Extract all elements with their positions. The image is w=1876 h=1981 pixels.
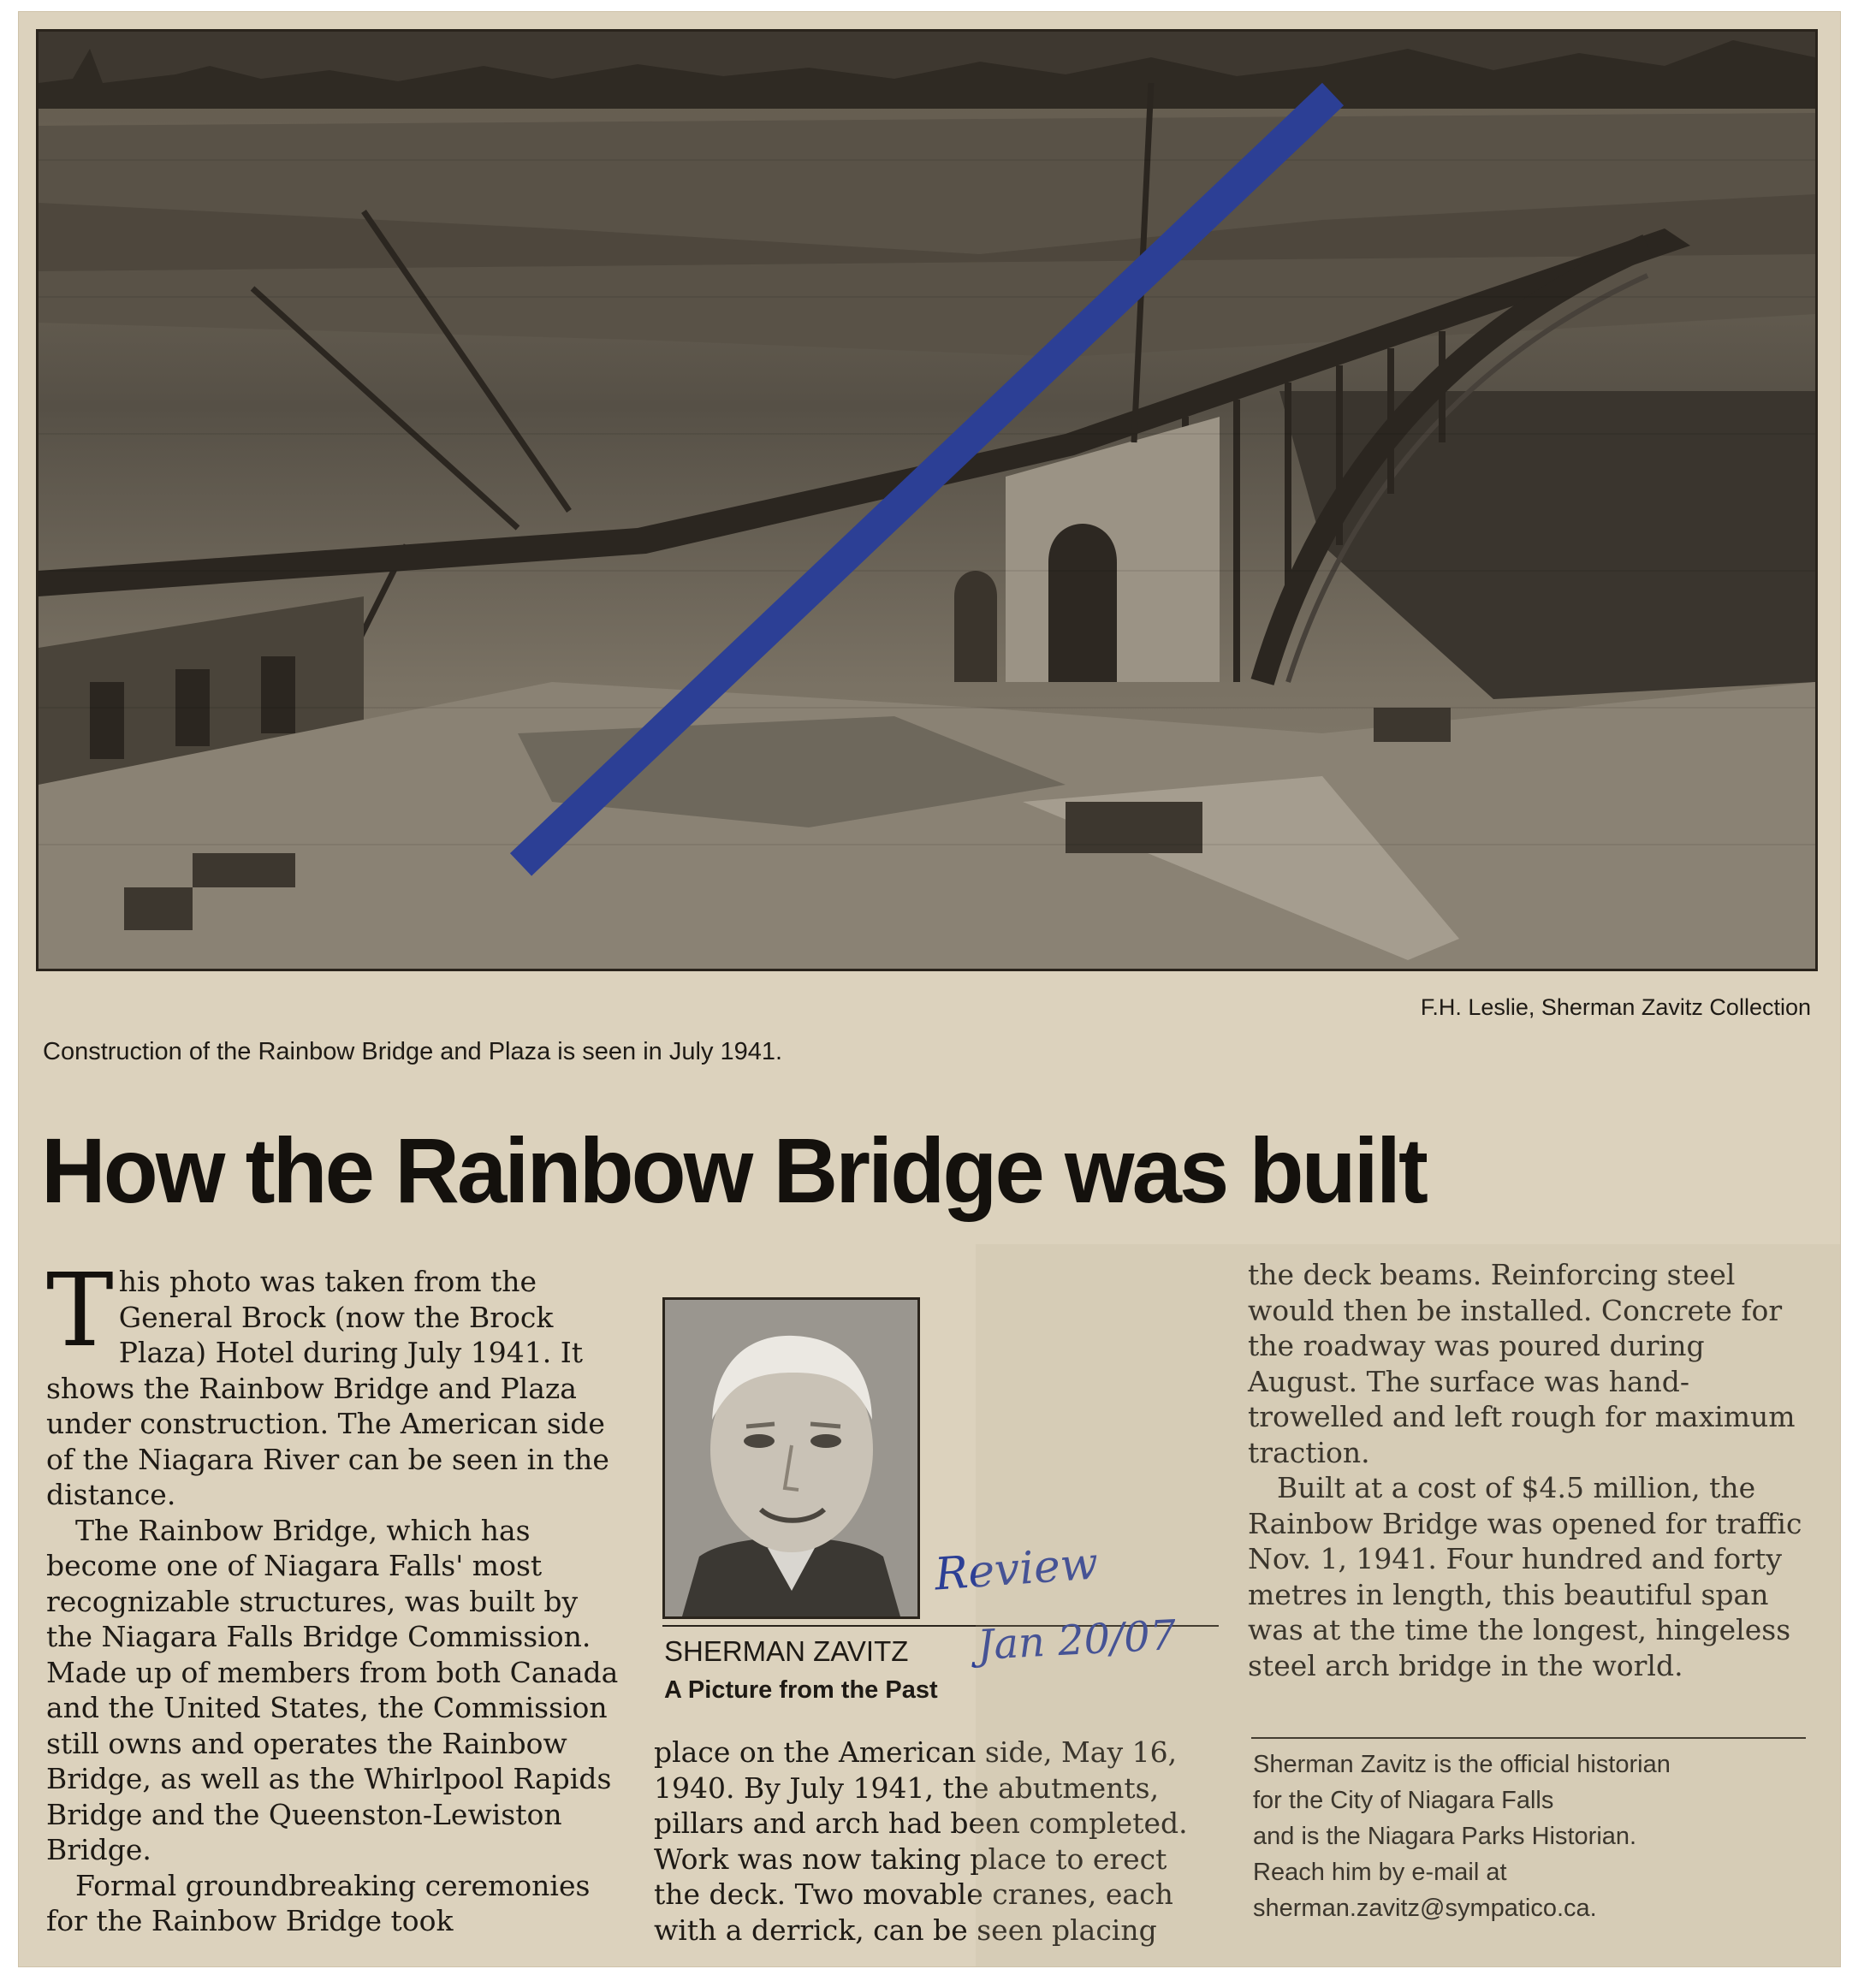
- paragraph: This photo was taken from the General Brock (now the Brock Plaza) Hotel during July 1941. It shows the Rainbow Bridge and Plaza under construction. The American side of the Niagara River can be seen in the distance.: [46, 1251, 609, 1511]
- paragraph: Built at a cost of $4.5 million, the Rainbow Bridge was opened for traffic Nov. 1, 1941. Four hundred and forty metres in length, this beautiful span was at the time the longest, hingeless steel arch bridge in the world.: [1248, 1471, 1802, 1682]
- author-byline: SHERMAN ZAVITZ: [664, 1635, 909, 1667]
- paragraph: place on the American side, May 16, 1940. By July 1941, the abutments, pillars and arch had been completed. Work was now taking place to erect the deck. Two movable cranes, each with a derrick, can be seen placing: [654, 1735, 1188, 1947]
- paragraph: Formal groundbreaking ceremonies for the Rainbow Bridge took: [46, 1868, 591, 1937]
- article-column-1: [46, 1251, 628, 1939]
- handwritten-date: Jan 20/07: [976, 1610, 1178, 1670]
- article-column-3: [1248, 1257, 1821, 1683]
- bio-rule: [1251, 1737, 1806, 1739]
- headline: How the Rainbow Bridge was built: [41, 1118, 1427, 1222]
- drop-cap: T: [46, 1251, 114, 1369]
- author-email: sherman.zavitz@sympatico.ca.: [1253, 1895, 1597, 1922]
- photo-credit: F.H. Leslie, Sherman Zavitz Collection: [1420, 994, 1811, 1020]
- paragraph: the deck beams. Reinforcing steel would then be installed. Concrete for the roadway was poured during August. The surface was hand-trowelled and left rough for maximum traction.: [1248, 1258, 1796, 1469]
- portrait-illustration: [665, 1300, 917, 1616]
- article-column-2: [654, 1735, 1210, 1948]
- bio-line: for the City of Niagara Falls: [1253, 1787, 1554, 1814]
- bio-line: and is the Niagara Parks Historian.: [1253, 1823, 1637, 1850]
- bio-line: Reach him by e-mail at: [1253, 1859, 1507, 1886]
- construction-photo: [36, 29, 1818, 971]
- paragraph: The Rainbow Bridge, which has become one of Niagara Falls' most recognizable structures, was built by the Niagara Falls Bridge Commission. Made up of members from both Canada and the United States, the Commission still owns and operates the Rainbow Bridge, as well as the Whirlpool Rapids Bridge and the Queenston-Lewiston Bridge.: [46, 1513, 619, 1866]
- photo-caption: Construction of the Rainbow Bridge and Plaza is seen in July 1941.: [43, 1038, 783, 1065]
- bio-line: Sherman Zavitz is the official historian: [1253, 1751, 1671, 1778]
- pen-stroke-mark: [39, 32, 1815, 969]
- author-bio: [1253, 1747, 1801, 1926]
- handwritten-note: Review: [933, 1538, 1101, 1601]
- column-name: A Picture from the Past: [664, 1676, 938, 1704]
- author-portrait: [662, 1297, 920, 1619]
- newspaper-clipping: [19, 12, 1840, 1966]
